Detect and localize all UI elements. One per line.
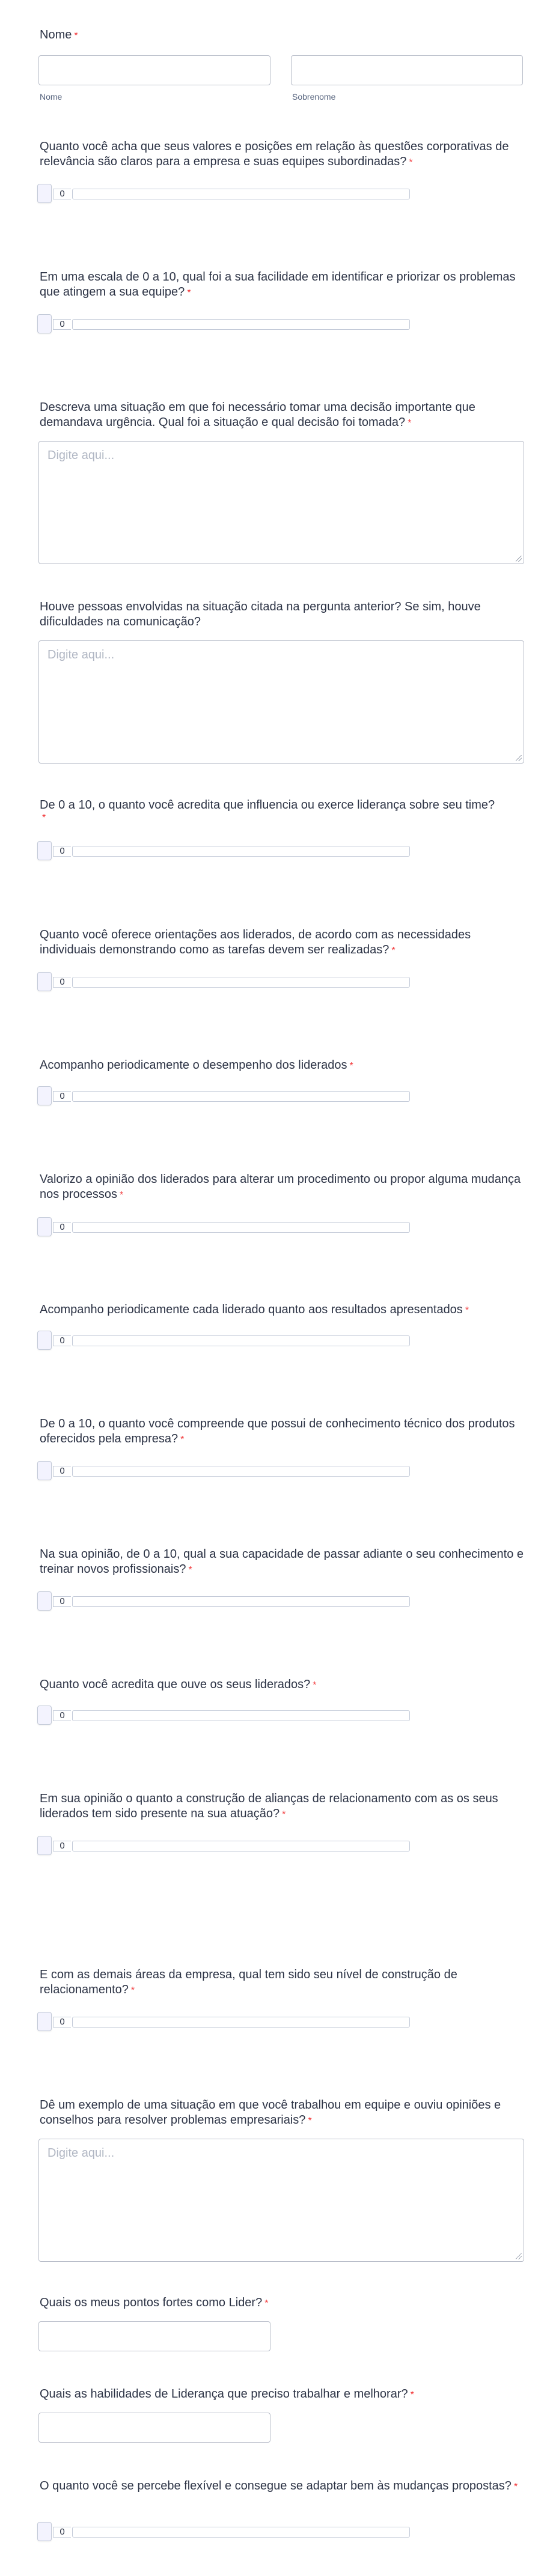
required-marker: * <box>264 2298 269 2309</box>
skills-to-improve-input[interactable] <box>38 2413 270 2443</box>
answer-textarea[interactable] <box>38 441 524 564</box>
answer-textarea[interactable] <box>38 640 524 764</box>
required-marker: * <box>408 418 412 428</box>
scale-slider[interactable] <box>37 1086 411 1104</box>
slider-handle[interactable] <box>37 1591 52 1611</box>
strengths-input[interactable] <box>38 2321 270 2351</box>
scale-slider[interactable] <box>37 1331 411 1349</box>
slider-track[interactable] <box>72 1841 410 1852</box>
question-label: Acompanho periodicamente o desempenho dos liderados * <box>40 1059 353 1072</box>
resize-grip-icon[interactable] <box>516 2253 522 2259</box>
required-marker: * <box>188 1565 192 1575</box>
slider-handle[interactable] <box>37 1217 52 1236</box>
required-marker: * <box>74 31 78 41</box>
question-label: De 0 a 10, o quanto você compreende que possui de conhecimento técnico dos produtos oferecidos pela empresa? * <box>40 1417 515 1445</box>
slider-track[interactable] <box>72 1710 410 1721</box>
textarea-placeholder: Digite aqui... <box>47 449 115 462</box>
slider-handle[interactable] <box>37 2012 52 2031</box>
question-label: Quais as habilidades de Liderança que preciso trabalhar e melhorar? * <box>40 2387 414 2401</box>
scale-slider[interactable] <box>37 972 411 990</box>
slider-value: 0 <box>53 189 71 199</box>
slider-track[interactable] <box>72 1335 410 1346</box>
slider-handle[interactable] <box>37 1706 52 1725</box>
required-marker: * <box>409 157 413 168</box>
answer-textarea[interactable] <box>38 2139 524 2262</box>
slider-handle[interactable] <box>37 184 52 203</box>
required-marker: * <box>282 1809 286 1820</box>
slider-track[interactable] <box>72 1222 410 1233</box>
slider-value: 0 <box>53 1466 71 1477</box>
required-marker: * <box>465 1305 469 1316</box>
slider-handle[interactable] <box>37 972 52 991</box>
required-marker: * <box>180 1435 185 1445</box>
question-label: Em uma escala de 0 a 10, qual foi a sua facilidade em identificar e priorizar os problemas que atingem a sua equipe? * <box>40 270 516 299</box>
slider-handle[interactable] <box>37 1461 52 1480</box>
scale-slider[interactable] <box>37 184 411 202</box>
slider-handle[interactable] <box>37 1086 52 1105</box>
question-label: Valorizo a opinião dos liderados para alterar um procedimento ou propor alguma mudança nos processos * <box>40 1173 521 1201</box>
question-label: Em sua opinião o quanto a construção de alianças de relacionamento com as os seus liderados tem sido presente na sua atuação? * <box>40 1792 498 1820</box>
name-label: Nome <box>40 28 72 41</box>
resize-grip-icon[interactable] <box>516 556 522 562</box>
slider-track[interactable] <box>72 2017 410 2028</box>
question-label: De 0 a 10, o quanto você acredita que influencia ou exerce liderança sobre seu time? * <box>40 798 495 823</box>
slider-handle[interactable] <box>37 1331 52 1350</box>
required-marker: * <box>313 1680 317 1690</box>
name-question <box>40 28 525 43</box>
slider-value: 0 <box>53 1091 71 1102</box>
slider-value: 0 <box>53 1841 71 1852</box>
last-name-input[interactable] <box>291 55 523 85</box>
slider-handle[interactable] <box>37 2522 52 2541</box>
slider-track[interactable] <box>72 189 410 199</box>
slider-value: 0 <box>53 1596 71 1607</box>
textarea-placeholder: Digite aqui... <box>47 2146 115 2160</box>
question-label: Descreva uma situação em que foi necessário tomar uma decisão importante que demandava urgência. Qual foi a situação e qual decisão foi tomada? * <box>40 401 475 429</box>
textarea-placeholder: Digite aqui... <box>47 648 115 661</box>
slider-value: 0 <box>53 2017 71 2028</box>
slider-track[interactable] <box>72 1596 410 1607</box>
required-marker: * <box>513 2482 518 2492</box>
required-marker: * <box>119 1190 124 1200</box>
slider-track[interactable] <box>72 319 410 330</box>
slider-value: 0 <box>53 1222 71 1233</box>
required-marker: * <box>349 1061 353 1071</box>
required-marker: * <box>130 1985 135 1996</box>
slider-value: 0 <box>53 1335 71 1346</box>
scale-slider[interactable] <box>37 1217 411 1235</box>
scale-slider[interactable] <box>37 314 411 332</box>
first-name-sublabel: Nome <box>40 92 63 102</box>
scale-slider[interactable] <box>37 1836 411 1854</box>
question-label: Quanto você acredita que ouve os seus liderados? * <box>40 1678 317 1691</box>
slider-track[interactable] <box>72 1091 410 1102</box>
question-label: Quanto você oferece orientações aos liderados, de acordo com as necessidades individuais demonstrando como as tarefas devem ser realizadas? * <box>40 928 471 956</box>
question-label: O quanto você se percebe flexível e consegue se adaptar bem às mudanças propostas? * <box>40 2479 518 2492</box>
required-marker: * <box>187 288 191 298</box>
slider-handle[interactable] <box>37 1836 52 1855</box>
scale-slider[interactable] <box>37 1591 411 1609</box>
slider-handle[interactable] <box>37 841 52 860</box>
slider-value: 0 <box>53 846 71 857</box>
slider-value: 0 <box>53 319 71 330</box>
question-label: Dê um exemplo de uma situação em que você trabalhou em equipe e ouviu opiniões e conselhos para resolver problemas empresariais? * <box>40 2098 501 2127</box>
slider-track[interactable] <box>72 977 410 988</box>
question-label: E com as demais áreas da empresa, qual tem sido seu nível de construção de relacionamento? * <box>40 1968 457 1996</box>
last-name-sublabel: Sobrenome <box>292 92 336 102</box>
slider-value: 0 <box>53 1710 71 1721</box>
first-name-input[interactable] <box>38 55 270 85</box>
slider-track[interactable] <box>72 2527 410 2538</box>
required-marker: * <box>391 946 396 956</box>
question-label: Quanto você acha que seus valores e posições em relação às questões corporativas de relevância são claros para a empresa e suas equipes subordinadas? * <box>40 140 509 168</box>
slider-handle[interactable] <box>37 314 52 333</box>
scale-slider[interactable] <box>37 841 411 859</box>
scale-slider[interactable] <box>37 1461 411 1479</box>
slider-track[interactable] <box>72 846 410 857</box>
question-label: Quais os meus pontos fortes como Lider? * <box>40 2296 269 2309</box>
question-label: Na sua opinião, de 0 a 10, qual a sua capacidade de passar adiante o seu conhecimento e treinar novos profissionais? * <box>40 1548 524 1576</box>
resize-grip-icon[interactable] <box>516 755 522 761</box>
required-marker: * <box>410 2390 414 2400</box>
question-label: Houve pessoas envolvidas na situação citada na pergunta anterior? Se sim, houve dificuldades na comunicação? <box>40 600 481 628</box>
required-marker: * <box>42 813 46 823</box>
question-label: Acompanho periodicamente cada liderado quanto aos resultados apresentados * <box>40 1303 469 1316</box>
scale-slider[interactable] <box>37 2012 411 2030</box>
slider-value: 0 <box>53 977 71 988</box>
scale-slider[interactable] <box>37 2522 411 2540</box>
slider-track[interactable] <box>72 1466 410 1477</box>
scale-slider[interactable] <box>37 1706 411 1724</box>
required-marker: * <box>308 2116 312 2126</box>
slider-value: 0 <box>53 2527 71 2538</box>
